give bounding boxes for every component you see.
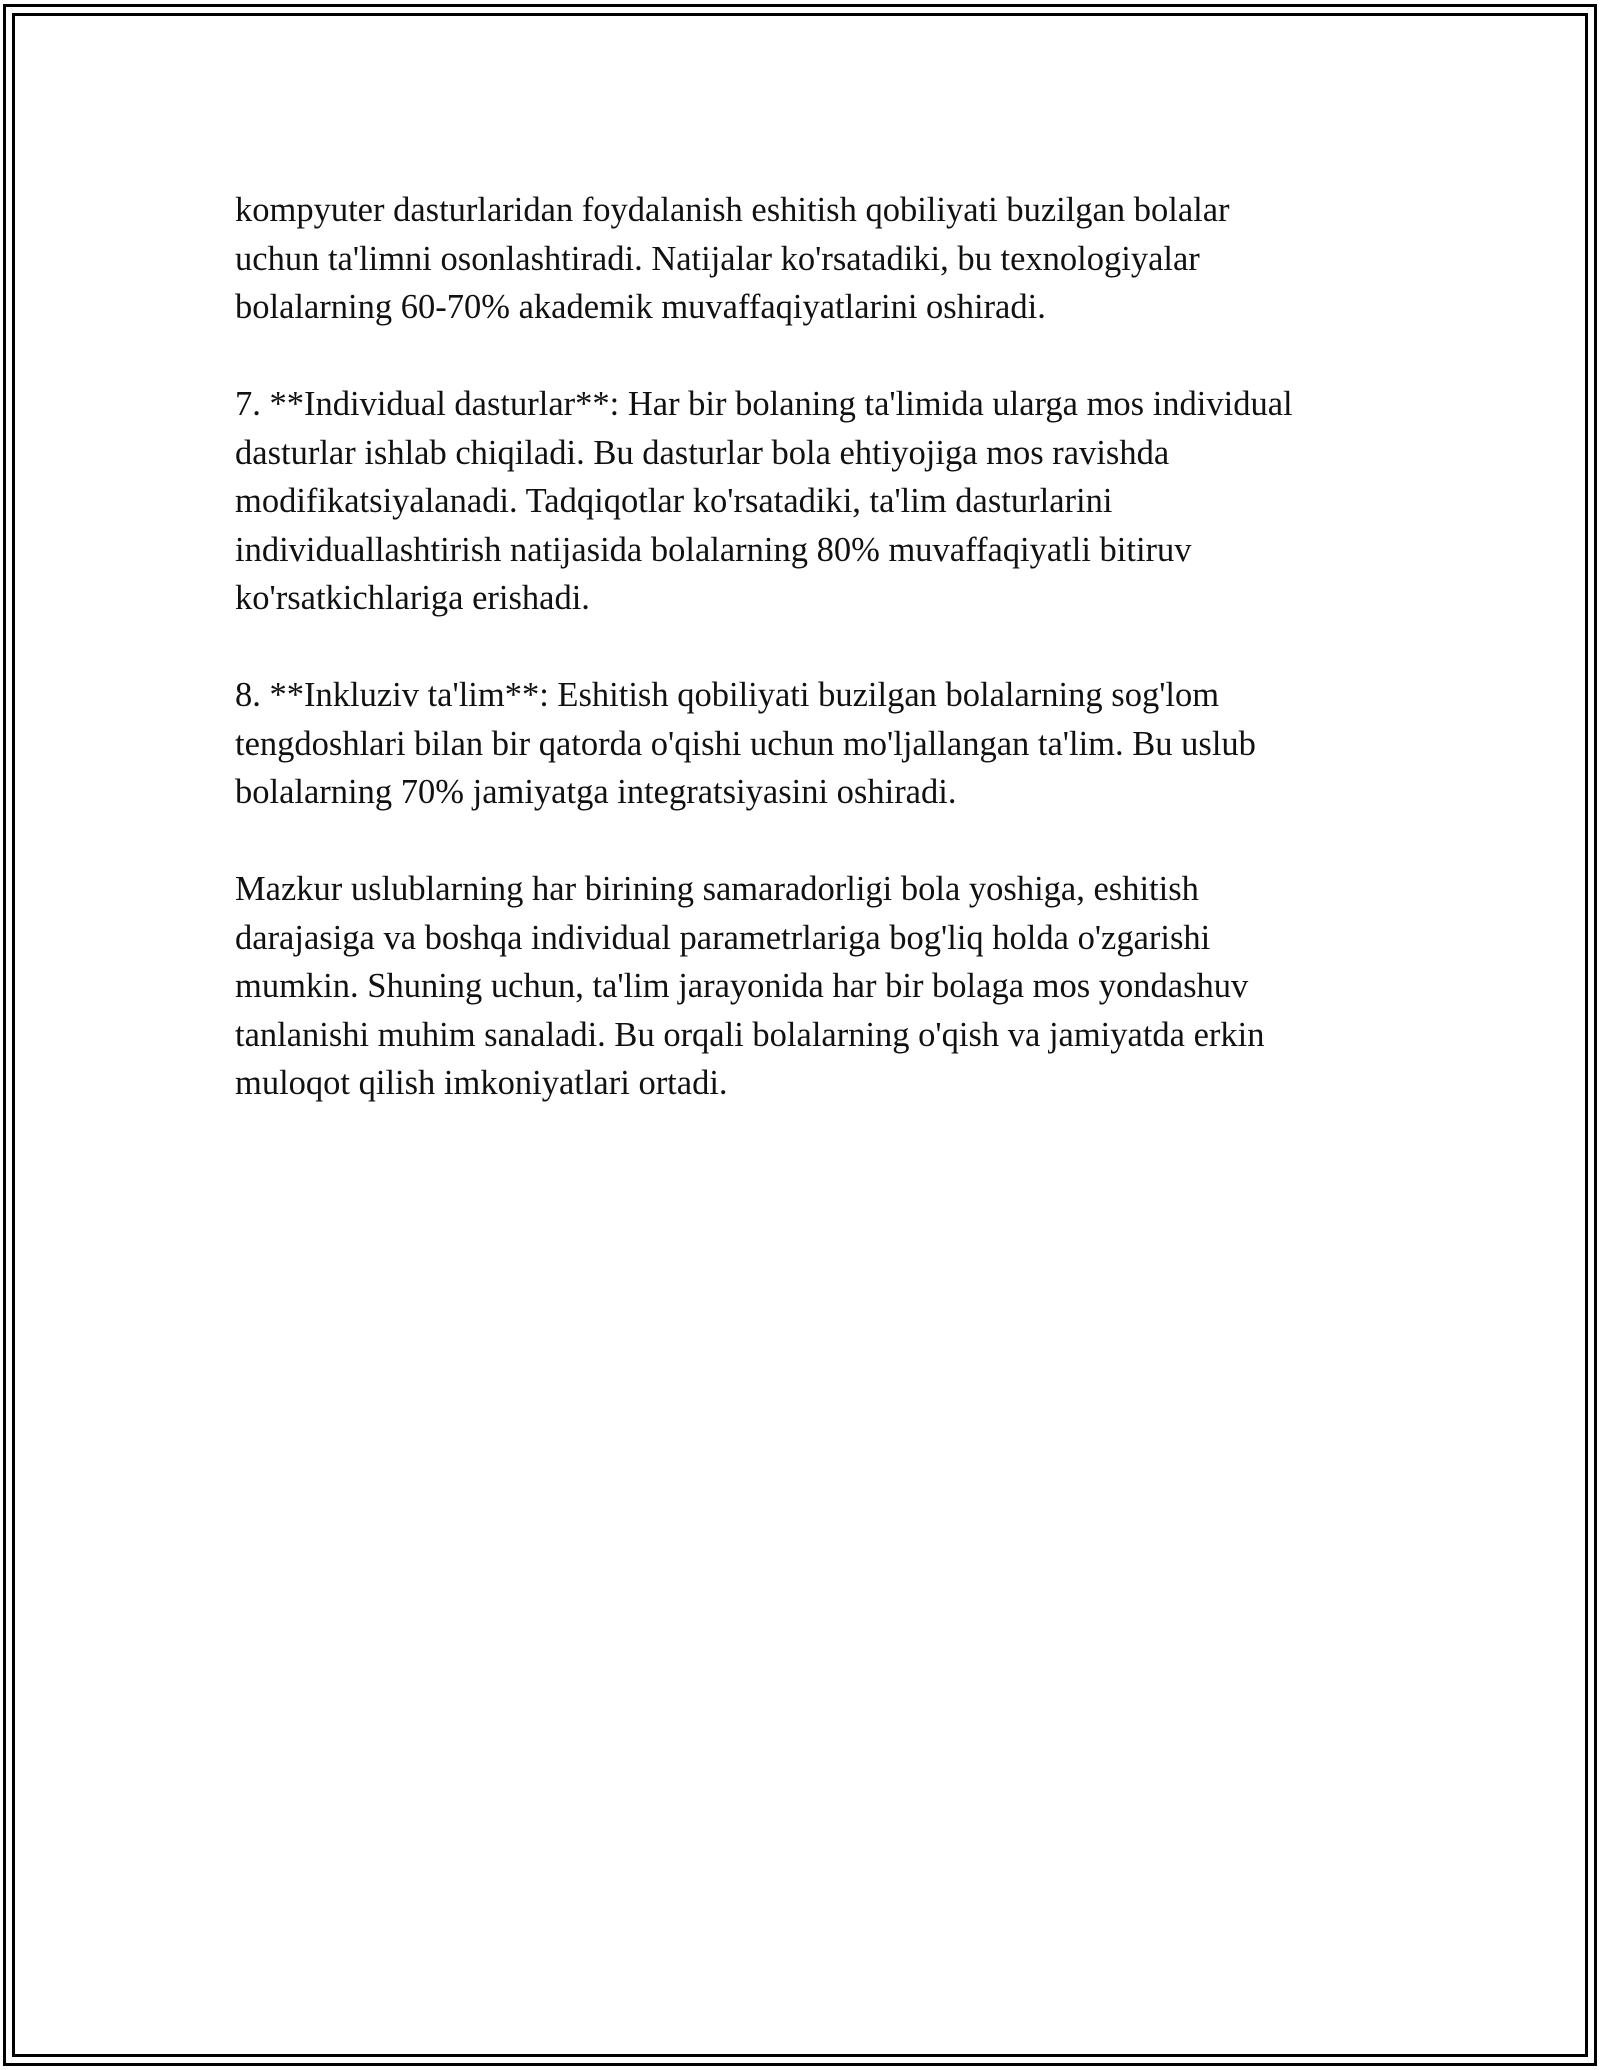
paragraph-conclusion: Mazkur uslublarning har birining samaradorligi bola yoshiga, eshitish darajasiga va boshqa individual parametrlariga bog'liq holda o'zgarishi mumkin. Shuning uchun, ta'lim jarayonida har bir bolaga mos yondashuv tanlanishi muhim sanaladi. Bu orqali bolalarning o'qish va jamiyatda erkin muloqot qilish imkoniyatlari ortadi.: [235, 870, 1265, 1102]
paragraph-individual-programs: 7. **Individual dasturlar**: Har bir bolaning ta'limida ularga mos individual dasturlar ishlab chiqiladi. Bu dasturlar bola ehtiyojiga mos ravishda modifikatsiyalanadi. Tadqiqotlar ko'rsatadiki, ta'lim dasturlarini individuallashtirish natijasida bolalarning 80% muvaffaqiyatli bitiruv ko'rsatkichlariga erishadi.: [235, 385, 1293, 617]
paragraph-inclusive-education: 8. **Inkluziv ta'lim**: Eshitish qobiliyati buzilgan bolalarning sog'lom tengdoshlari bilan bir qatorda o'qishi uchun mo'ljallangan ta'lim. Bu uslub bolalarning 70% jamiyatga integratsiyasini oshiradi.: [235, 676, 1256, 811]
paragraph-computer-programs: kompyuter dasturlaridan foydalanish eshitish qobiliyati buzilgan bolalar uchun ta'limni osonlashtiradi. Natijalar ko'rsatadiki, bu texnologiyalar bolalarning 60-70% akademik muvaffaqiyatlarini oshiradi.: [235, 191, 1230, 326]
document-body: [235, 186, 1395, 1108]
